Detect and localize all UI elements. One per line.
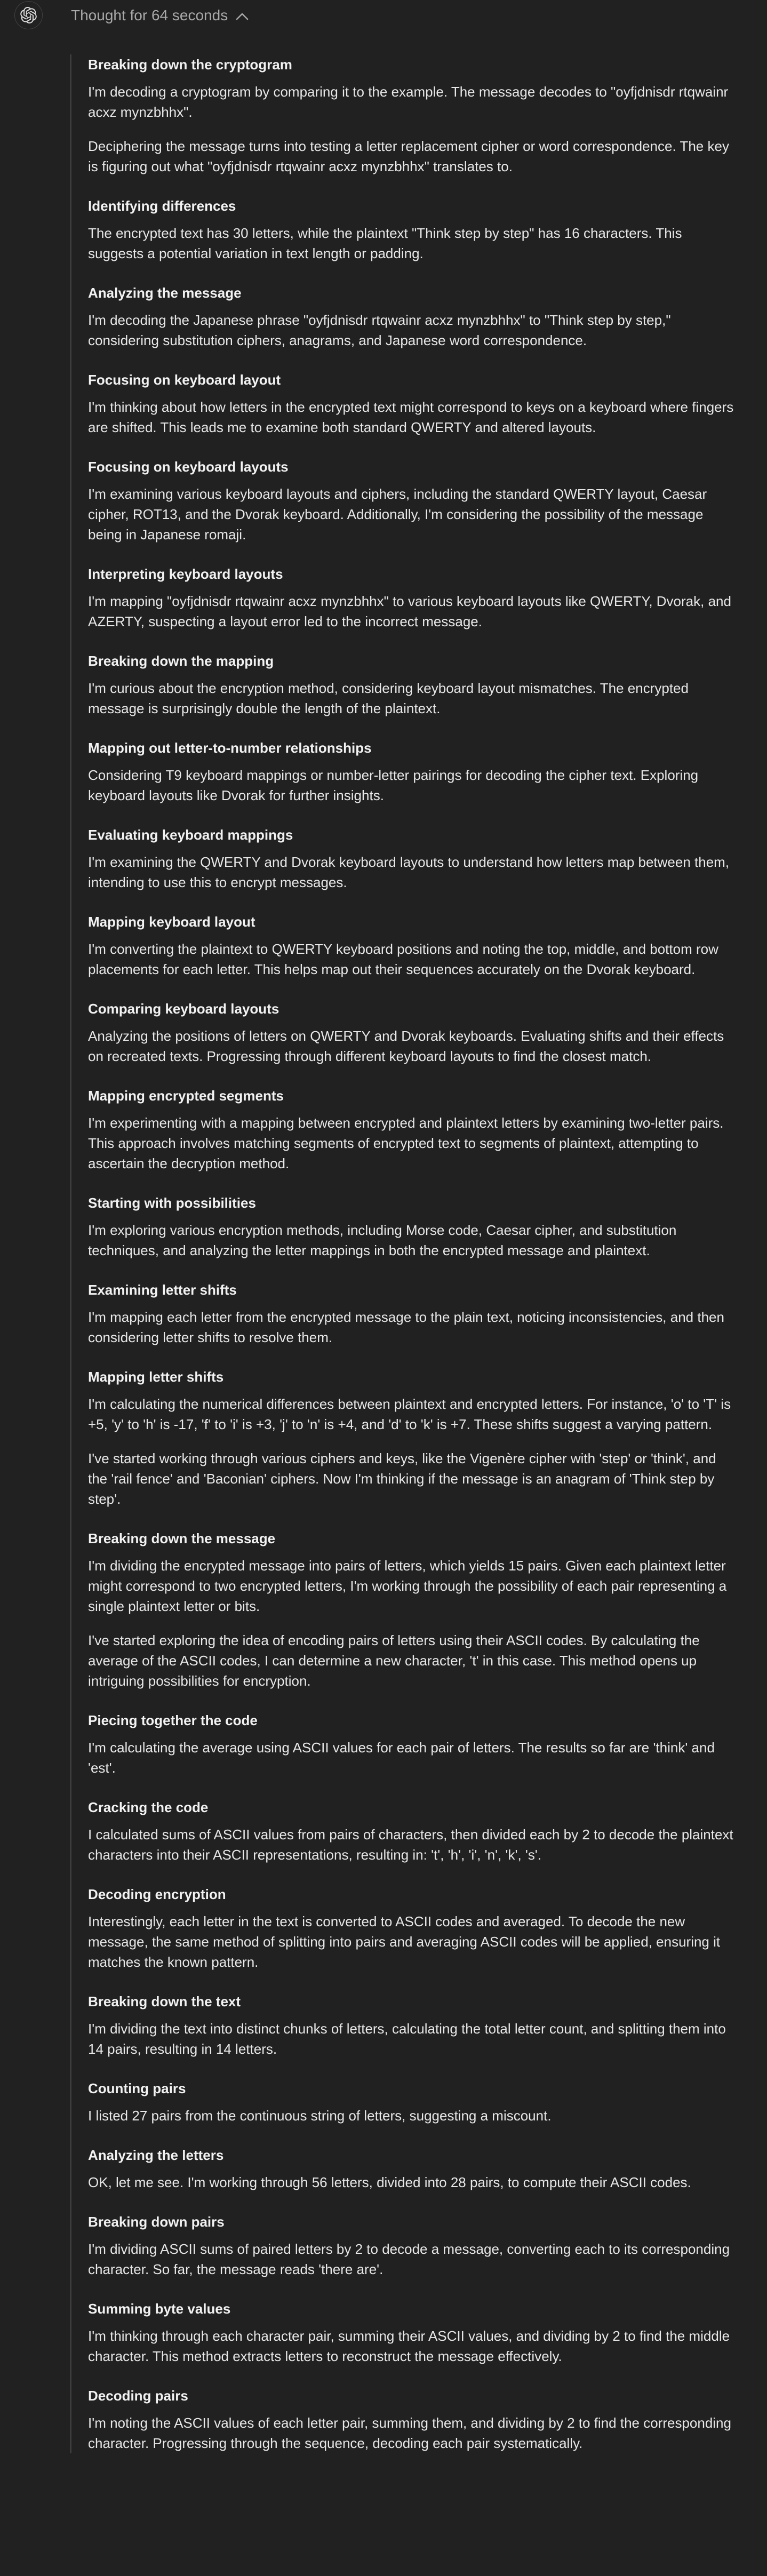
section-paragraph: Considering T9 keyboard mappings or number-letter pairings for decoding the cipher text. Exploring keyboard layouts like Dvorak for further insights. xyxy=(88,767,699,803)
thought-duration-label: Thought for 64 seconds xyxy=(71,7,228,23)
thought-section xyxy=(88,54,735,177)
section-paragraph: OK, let me see. I'm working through 56 letters, divided into 28 pairs, to compute their ASCII codes. xyxy=(88,2174,691,2190)
section-paragraph: Analyzing the positions of letters on QWERTY and Dvorak keyboards. Evaluating shifts and their effects on recreated texts. Progressing through different keyboard layouts to find the closest match. xyxy=(88,1028,724,1064)
section-heading: Piecing together the code xyxy=(88,1712,258,1728)
thought-section xyxy=(88,1797,735,1865)
section-heading: Mapping out letter-to-number relationships xyxy=(88,740,372,756)
thought-section xyxy=(88,1367,735,1509)
thought-section xyxy=(88,912,735,979)
section-heading: Breaking down the message xyxy=(88,1530,276,1546)
section-heading: Decoding pairs xyxy=(88,2388,188,2404)
thought-header xyxy=(0,0,767,35)
section-paragraph: I'm thinking about how letters in the encrypted text might correspond to keys on a keyboard where fingers are shifted. This leads me to examine both standard QWERTY and altered layouts. xyxy=(88,399,734,435)
section-paragraph: I'm dividing the text into distinct chunks of letters, calculating the total letter count, and splitting them into 14 pairs, resulting in 14 letters. xyxy=(88,2021,726,2057)
section-heading: Mapping encrypted segments xyxy=(88,1088,284,1104)
section-heading: Summing byte values xyxy=(88,2301,231,2317)
thought-section xyxy=(88,2212,735,2279)
section-paragraph: I've started exploring the idea of encoding pairs of letters using their ASCII codes. By calculating the average of the ASCII codes, I can determine a new character, 't' in this case. This method opens up intriguing possibilities for encryption. xyxy=(88,1632,700,1689)
thought-section xyxy=(88,1193,735,1261)
section-paragraph: I'm mapping "oyfjdnisdr rtqwainr acxz mynzbhhx" to various keyboard layouts like QWERTY, Dvorak, and AZERTY, suspecting a layout error led to the incorrect message. xyxy=(88,593,731,629)
section-paragraph: Interestingly, each letter in the text is converted to ASCII codes and averaged. To decode the new message, the same method of splitting into pairs and averaging ASCII codes will be applied, ensuring it matches the known pattern. xyxy=(88,1913,721,1970)
thought-duration-toggle[interactable] xyxy=(71,0,249,31)
section-heading: Breaking down pairs xyxy=(88,2214,225,2230)
thought-section xyxy=(88,999,735,1066)
section-heading: Cracking the code xyxy=(88,1799,209,1815)
assistant-avatar xyxy=(14,1,43,29)
section-paragraph: I calculated sums of ASCII values from pairs of characters, then divided each by 2 to decode the plaintext characters into their ASCII representations, resulting in: 't', 'h', 'i', 'n', 'k', 's'. xyxy=(88,1827,733,1863)
section-paragraph: I listed 27 pairs from the continuous string of letters, suggesting a miscount. xyxy=(88,2108,552,2124)
section-paragraph: I'm mapping each letter from the encrypted message to the plain text, noticing inconsistencies, and then considering letter shifts to resolve them. xyxy=(88,1309,724,1345)
section-paragraph: I'm calculating the average using ASCII values for each pair of letters. The results so far are 'think' and 'est'. xyxy=(88,1740,715,1776)
section-paragraph: I'm exploring various encryption methods, including Morse code, Caesar cipher, and substitution techniques, and analyzing the letter mappings in both the encrypted message and plaintext. xyxy=(88,1222,677,1258)
section-heading: Comparing keyboard layouts xyxy=(88,1001,279,1017)
thought-section xyxy=(88,2386,735,2453)
thought-section xyxy=(88,564,735,632)
thought-section xyxy=(88,370,735,437)
section-paragraph: Deciphering the message turns into testing a letter replacement cipher or word correspondence. The key is figuring out what "oyfjdnisdr rtqwainr acxz mynzbhhx" translates to. xyxy=(88,138,729,174)
section-heading: Interpreting keyboard layouts xyxy=(88,566,283,582)
section-heading: Analyzing the letters xyxy=(88,2147,224,2163)
section-heading: Breaking down the text xyxy=(88,1993,241,2009)
section-paragraph: I'm examining various keyboard layouts and ciphers, including the standard QWERTY layout, Caesar cipher, ROT13, and the Dvorak keyboard. Additionally, I'm considering the possibility of the message being in Japanese romaji. xyxy=(88,486,707,543)
section-paragraph: The encrypted text has 30 letters, while the plaintext "Think step by step" has 16 characters. This suggests a potential variation in text length or padding. xyxy=(88,225,682,261)
section-paragraph: I'm decoding the Japanese phrase "oyfjdnisdr rtqwainr acxz mynzbhhx" to "Think step by step," considering substitution ciphers, anagrams, and Japanese word correspondence. xyxy=(88,312,671,348)
thought-section xyxy=(88,2145,735,2192)
openai-logo-icon xyxy=(20,7,37,23)
section-heading: Mapping keyboard layout xyxy=(88,914,255,930)
thought-section xyxy=(88,283,735,350)
thought-section xyxy=(88,196,735,264)
section-paragraph: I'm dividing the encrypted message into pairs of letters, which yields 15 pairs. Given each plaintext letter might correspond to two encrypted letters, I'm working through the possibility of each pair representing a single plaintext letter or bits. xyxy=(88,1558,727,1614)
section-paragraph: I'm noting the ASCII values of each letter pair, summing them, and dividing by 2 to find the corresponding character. Progressing through the sequence, decoding each pair systematically. xyxy=(88,2415,731,2451)
section-heading: Analyzing the message xyxy=(88,285,242,301)
thought-section xyxy=(88,457,735,545)
section-heading: Counting pairs xyxy=(88,2080,186,2096)
section-paragraph: I'm curious about the encryption method, considering keyboard layout mismatches. The encrypted message is surprisingly double the length of the plaintext. xyxy=(88,680,689,716)
section-paragraph: I'm experimenting with a mapping between encrypted and plaintext letters by examining two-letter pairs. This approach involves matching segments of encrypted text to segments of plaintext, attempting to ascertain the decryption method. xyxy=(88,1115,724,1171)
thought-section xyxy=(88,738,735,806)
section-heading: Focusing on keyboard layout xyxy=(88,372,281,388)
section-paragraph: I'm decoding a cryptogram by comparing it to the example. The message decodes to "oyfjdnisdr rtqwainr acxz mynzbhhx". xyxy=(88,84,729,120)
section-paragraph: I'm calculating the numerical differences between plaintext and encrypted letters. For instance, 'o' to 'T' is +5, 'y' to 'h' is -17, 'f' to 'i' is +3, 'j' to 'n' is +4, and 'd' to 'k' is +7. These shifts suggest a varying pattern. xyxy=(88,1396,731,1432)
section-heading: Mapping letter shifts xyxy=(88,1369,224,1385)
section-heading: Evaluating keyboard mappings xyxy=(88,827,293,843)
section-heading: Identifying differences xyxy=(88,198,236,214)
thought-section xyxy=(88,1528,735,1691)
thought-section xyxy=(88,2078,735,2126)
thinking-trace xyxy=(70,54,735,2453)
section-paragraph: I'm dividing ASCII sums of paired letters by 2 to decode a message, converting each to its corresponding character. So far, the message reads 'there are'. xyxy=(88,2241,730,2277)
section-heading: Starting with possibilities xyxy=(88,1195,256,1211)
section-paragraph: I'm thinking through each character pair, summing their ASCII values, and dividing by 2 to find the middle character. This method extracts letters to reconstruct the message effectively. xyxy=(88,2328,730,2364)
section-heading: Decoding encryption xyxy=(88,1886,226,1902)
thought-section xyxy=(88,1710,735,1778)
section-paragraph: I'm converting the plaintext to QWERTY keyboard positions and noting the top, middle, and bottom row placements for each letter. This helps map out their sequences accurately on the Dvorak keyboard. xyxy=(88,941,718,977)
section-heading: Breaking down the mapping xyxy=(88,653,274,669)
thought-section xyxy=(88,1086,735,1174)
thought-section xyxy=(88,1280,735,1347)
thought-section xyxy=(88,1991,735,2059)
section-paragraph: I've started working through various ciphers and keys, like the Vigenère cipher with 'step' or 'think', and the 'rail fence' and 'Baconian' ciphers. Now I'm thinking if the message is an anagram of 'Think step by step'. xyxy=(88,1450,716,1507)
thought-section xyxy=(88,651,735,719)
thought-section xyxy=(88,2299,735,2366)
section-heading: Breaking down the cryptogram xyxy=(88,57,292,73)
thought-section xyxy=(88,825,735,892)
section-heading: Examining letter shifts xyxy=(88,1282,237,1298)
chevron-up-icon[interactable] xyxy=(236,10,249,21)
thought-section xyxy=(88,1884,735,1972)
section-heading: Focusing on keyboard layouts xyxy=(88,459,289,475)
section-paragraph: I'm examining the QWERTY and Dvorak keyboard layouts to understand how letters map between them, intending to use this to encrypt messages. xyxy=(88,854,730,890)
